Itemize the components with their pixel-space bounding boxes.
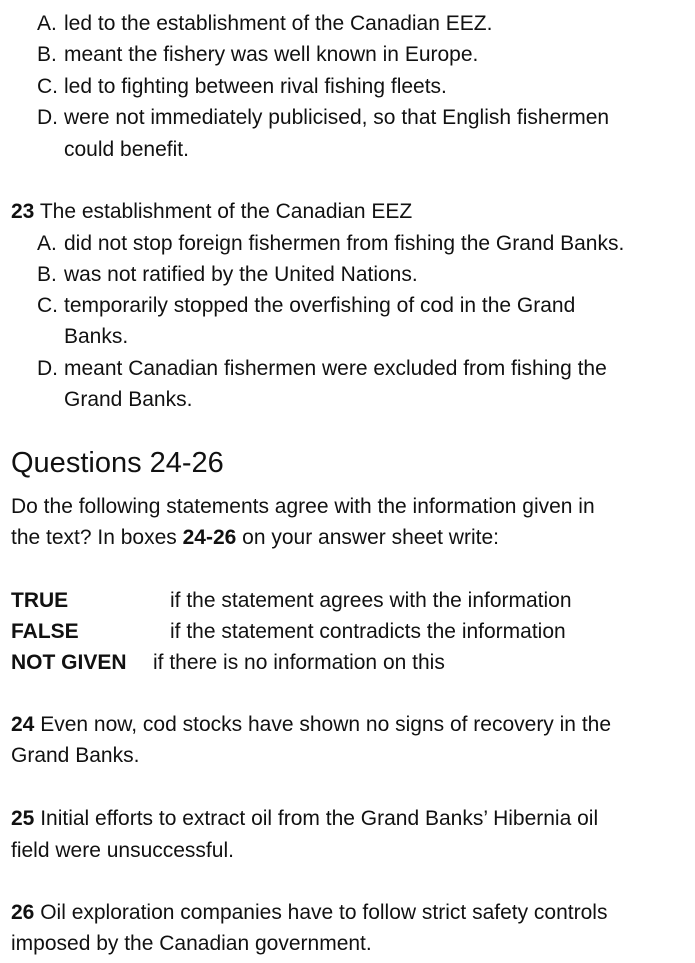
statement-24-text: Even now, cod stocks have shown no signs of recovery in the bbox=[40, 713, 612, 736]
key-true-term: TRUE bbox=[11, 589, 69, 612]
q23-option-a-text: did not stop foreign fishermen from fishing the Grand Banks. bbox=[64, 232, 625, 255]
statement-24-line-2: Grand Banks. bbox=[11, 744, 140, 767]
statement-26-text: Oil exploration companies have to follow strict safety controls bbox=[40, 901, 608, 924]
statement-25-text: Initial efforts to extract oil from the Grand Banks’ Hibernia oil bbox=[40, 807, 599, 830]
question-23-stem-text: The establishment of the Canadian EEZ bbox=[39, 200, 413, 223]
instructions-text-b: on your answer sheet write: bbox=[236, 526, 499, 549]
instructions-box-range: 24-26 bbox=[182, 526, 237, 549]
q22-option-c-text: led to fighting between rival fishing fleets. bbox=[64, 75, 447, 98]
q22-option-d-text: were not immediately publicised, so that English fishermen bbox=[64, 106, 610, 129]
q22-option-c-letter: C. bbox=[37, 75, 58, 98]
statement-26-line-2: imposed by the Canadian government. bbox=[11, 932, 372, 955]
q23-option-d-text-cont: Grand Banks. bbox=[64, 388, 193, 411]
q23-option-c-letter: C. bbox=[37, 294, 58, 317]
q22-option-a-text: led to the establishment of the Canadian EEZ. bbox=[64, 12, 493, 35]
statement-25-line-2: field were unsuccessful. bbox=[11, 839, 234, 862]
section-heading: Questions 24-26 bbox=[11, 447, 224, 479]
key-false-term: FALSE bbox=[11, 620, 79, 643]
q22-option-b-text: meant the fishery was well known in Europe. bbox=[64, 43, 479, 66]
q22-option-b-letter: B. bbox=[37, 43, 57, 66]
q23-option-d-text: meant Canadian fishermen were excluded from fishing the bbox=[64, 357, 607, 380]
q23-option-b-letter: B. bbox=[37, 263, 57, 286]
statement-26-line-1 bbox=[11, 900, 607, 926]
q23-option-d-letter: D. bbox=[37, 357, 58, 380]
key-not-given-term: NOT GIVEN bbox=[11, 651, 127, 674]
statement-25-number: 25 bbox=[11, 807, 35, 830]
statement-26-number: 26 bbox=[11, 901, 35, 924]
question-23-stem bbox=[11, 199, 412, 225]
q22-option-d-text-cont: could benefit. bbox=[64, 138, 189, 161]
instructions-line-2 bbox=[11, 525, 499, 551]
instructions-line-1: Do the following statements agree with the information given in bbox=[11, 495, 595, 518]
instructions-text-a: the text? In boxes bbox=[11, 526, 183, 549]
q22-option-a-letter: A. bbox=[37, 12, 57, 35]
key-false-desc: if the statement contradicts the information bbox=[170, 620, 566, 643]
key-true-desc: if the statement agrees with the information bbox=[170, 589, 572, 612]
q23-option-b-text: was not ratified by the United Nations. bbox=[64, 263, 418, 286]
statement-25-line-1 bbox=[11, 806, 598, 832]
q23-option-c-text: temporarily stopped the overfishing of cod in the Grand bbox=[64, 294, 576, 317]
statement-24-line-1 bbox=[11, 712, 611, 738]
q22-option-d-letter: D. bbox=[37, 106, 58, 129]
q23-option-c-text-cont: Banks. bbox=[64, 325, 129, 348]
statement-24-number: 24 bbox=[11, 713, 35, 736]
q23-option-a-letter: A. bbox=[37, 232, 57, 255]
key-not-given-desc: if there is no information on this bbox=[153, 651, 445, 674]
question-23-number: 23 bbox=[11, 200, 35, 223]
